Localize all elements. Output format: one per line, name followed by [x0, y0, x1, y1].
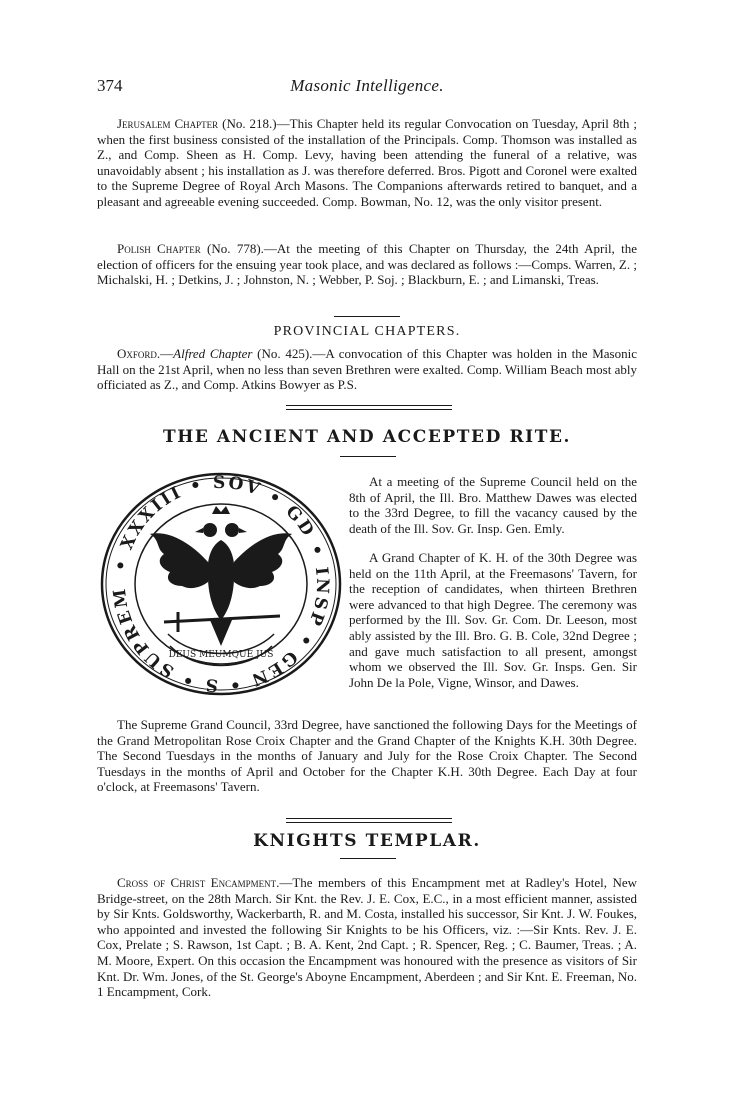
- page-header: [97, 78, 637, 98]
- alfred-chapter-name: Alfred Chapter: [173, 346, 253, 361]
- jerusalem-lead: Jerusalem Chapter: [117, 116, 219, 131]
- rite-paragraph-2: A Grand Chapter of K. H. of the 30th Degree was held on the 11th April, at the Freemasons' Tavern, for the reception of candidates, when thirteen Brethren were advanced to that high Degree. The ceremony was performed by the Ill. Sov. Gr. Com. Dr. Leeson, most ably assisted by the Ill. Bro. G. B. Cole, 32nd Degree ; and gave much satisfaction to all present, amongst whom we observed the Ill. Sov. Gr. Insps. Gen. Sir John De la Pole, Vigne, Winsor, and Dawes.: [349, 550, 637, 690]
- seal-ring-text: • XXXIII • SOV • GD • INSP • GEN • S • SUPREM: [109, 472, 333, 696]
- rule-above-provincial: [334, 316, 400, 317]
- polish-chapter-report: [97, 241, 637, 288]
- templar-lead: Cross of Christ Encampment.: [117, 875, 280, 890]
- double-rule-bottom-2: [286, 822, 452, 823]
- supreme-council-seal: [98, 470, 344, 698]
- knights-templar-heading: KNIGHTS TEMPLAR.: [253, 831, 481, 851]
- rule-under-rite-heading: [340, 456, 396, 457]
- oxford-report: [97, 346, 637, 393]
- double-rule-top-2: [286, 818, 452, 819]
- rite-paragraph-3: The Supreme Grand Council, 33rd Degree, have sanctioned the following Days for the Meetings of the Grand Metropolitan Rose Croix Chapter and the Grand Chapter of the Knights K.H. 30th Degree. The Second Tuesdays in the months of January and July for the Rose Croix Chapter. The Second Tuesdays in the months of April and October for the Chapter K.H. 30th Degree. Each Day at four o'clock, at Freemasons' Tavern.: [97, 717, 637, 795]
- rite-paragraph-2-wrap: [349, 550, 637, 708]
- polish-lead: Polish Chapter: [117, 241, 201, 256]
- jerusalem-chapter-report: [97, 116, 637, 210]
- double-headed-eagle-seal-icon: [98, 470, 344, 698]
- oxford-text: (No. 425).—A convocation of this Chapter was holden in the Masonic Hall on the 21st April, when no less than seven Brethren were exalted. Comp. William Beach most ably officiated as Z., and Comp. Atkins Bowyer as P.S.: [97, 346, 637, 393]
- rite-paragraph-1: At a meeting of the Supreme Council held on the 8th of April, the Ill. Bro. Matthew Dawes was elected to the 33rd Degree, to fill the vacancy caused by the death of the Ill. Sov. Gr. Insp. Gen. Emly.: [349, 474, 637, 536]
- rule-under-templar-heading: [340, 858, 396, 859]
- double-rule-top: [286, 405, 452, 406]
- cross-of-christ-report: [97, 875, 637, 1000]
- ancient-rite-heading: THE ANCIENT AND ACCEPTED RITE.: [162, 427, 572, 447]
- templar-text: —The members of this Encampment met at Radley's Hotel, New Bridge-street, on the 28th March. Sir Knt. the Rev. J. E. Cox, E.C., in a most efficient manner, assisted by Sir Knts. Goldsworthy, Wackerbarth, R. and M. Costa, installed his successor, Sir Knt. J. W. Foukes, who appointed and invested the following Sir Knights to be his Officers, viz. :—Sir Knts. Rev. J. E. Cox, Prelate ; S. Rawson, 1st Capt. ; B. A. Kent, 2nd Capt. ; R. Spencer, Reg. ; C. Baumer, Treas. ; A. M. Moore, Expert. On this occasion the Encampment was honoured with the presence as visitors of Sir Knt. Dr. Wm. Jones, of the St. George's Aboyne Encampment, Aberdeen ; and Sir Knt. E. Freeman, No. 1 Encampment, Cork.: [97, 875, 638, 1000]
- oxford-lead: Oxford.: [117, 346, 161, 361]
- jerusalem-text: (No. 218.)—This Chapter held its regular Convocation on Tuesday, April 8th ; when the first business consisted of the installation of the Principals. Comp. Thomson was installed as Z., and Comp. Sheen as H. Comp. Levy, having been attending the funeral of a relative, was unavoidably absent ; his installation as J. was therefore deferred. Bros. Pigott and Coronel were exalted to the Supreme Degree of Royal Arch Masons. The Companions afterwards retired to banquet, and a pleasant and agreeable evening succeeded. Comp. Bowman, No. 12, was the only visitor present.: [97, 116, 637, 209]
- rite-paragraph-3-block: [97, 717, 637, 795]
- page-number: 374: [97, 76, 123, 95]
- double-rule-bottom: [286, 409, 452, 410]
- rite-wrapped-text: [349, 474, 637, 536]
- running-title: Masonic Intelligence.: [290, 76, 444, 95]
- seal-motto: DEUS MEUMQUE JUS: [168, 650, 274, 660]
- oxford-dash: —: [160, 346, 174, 361]
- polish-text: (No. 778).—At the meeting of this Chapter on Thursday, the 24th April, the election of officers for the ensuing year took place, and was declared as follows :—Comps. Warren, Z. ; Michalski, H. ; Detkins, J. ; Johnston, N. ; Webber, P. Soj. ; Blackburn, E. ; and Limanski, Treas.: [97, 241, 637, 288]
- provincial-heading: PROVINCIAL CHAPTERS.: [273, 324, 461, 339]
